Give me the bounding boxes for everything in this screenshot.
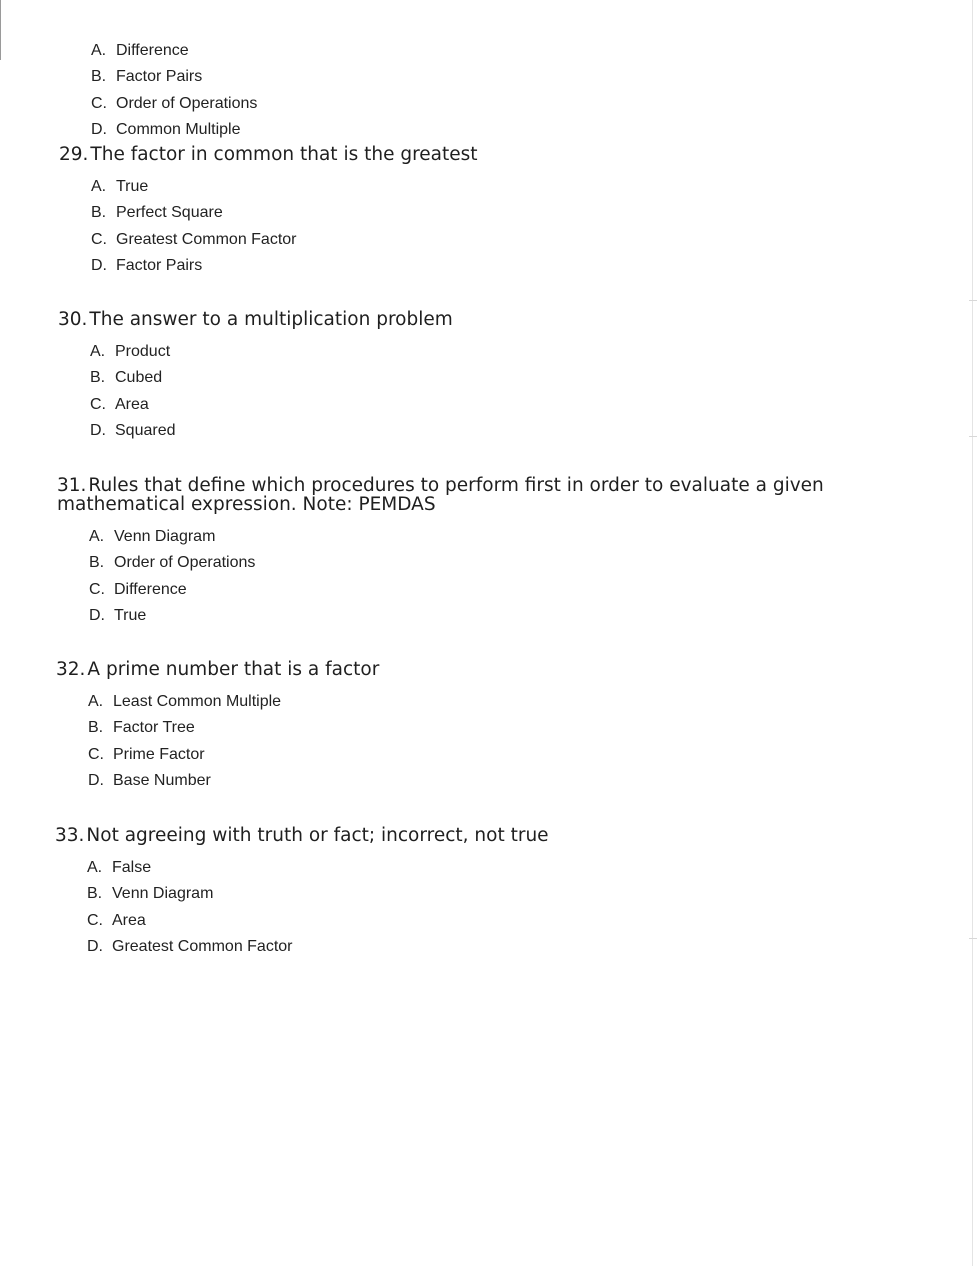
option-letter: B.	[87, 885, 103, 903]
option-b	[91, 64, 257, 90]
option-letter: D.	[88, 772, 104, 790]
option-text: Perfect Square	[116, 204, 223, 222]
option-text: True	[114, 607, 147, 625]
option-c	[89, 577, 877, 603]
option-letter: D.	[91, 257, 107, 275]
option-text: Venn Diagram	[114, 528, 216, 545]
page-edge-right	[972, 0, 973, 1266]
option-text: Order of Operations	[116, 94, 258, 112]
option-letter: B.	[91, 68, 107, 86]
option-letter: D.	[90, 422, 106, 440]
option-a	[91, 174, 879, 200]
option-letter: A.	[88, 693, 104, 710]
option-letter: A.	[91, 178, 107, 195]
option-d	[90, 418, 878, 444]
question-30	[58, 310, 878, 445]
scan-mark	[969, 300, 977, 301]
option-letter: A.	[89, 528, 105, 545]
question-text	[56, 660, 876, 679]
option-c	[91, 227, 879, 253]
option-text: Product	[115, 343, 171, 360]
option-letter: D.	[91, 121, 107, 139]
question-33	[55, 826, 875, 961]
option-d	[89, 603, 877, 629]
option-text: Squared	[115, 422, 176, 440]
option-text: Base Number	[113, 772, 211, 790]
option-b	[91, 200, 879, 226]
question-number: 30.	[58, 309, 88, 330]
question-number: 29.	[59, 144, 89, 165]
option-letter: B.	[89, 554, 105, 572]
option-c	[88, 742, 876, 768]
option-c	[87, 908, 875, 934]
option-letter: B.	[88, 719, 104, 737]
question-number: 32.	[56, 659, 86, 680]
question-number: 33.	[55, 825, 85, 846]
option-d	[91, 117, 257, 143]
question-32	[56, 660, 876, 795]
question-31	[57, 476, 877, 630]
option-text: Difference	[114, 580, 187, 598]
option-text: Area	[112, 911, 146, 929]
question-text	[59, 145, 879, 164]
option-text: Factor Pairs	[116, 257, 203, 275]
option-text: Venn Diagram	[112, 885, 214, 903]
option-text: Greatest Common Factor	[112, 938, 293, 956]
option-d	[87, 934, 875, 960]
option-letter: C.	[88, 745, 104, 763]
previous-question-options	[91, 38, 257, 144]
option-c	[90, 392, 878, 418]
question-prompt: The answer to a multiplication problem	[89, 309, 453, 330]
option-text: Cubed	[115, 369, 163, 387]
option-text: Area	[115, 395, 149, 413]
option-letter: D.	[87, 938, 103, 956]
option-letter: C.	[89, 580, 105, 598]
option-b	[88, 715, 876, 741]
question-text	[57, 476, 877, 514]
option-text: Factor Pairs	[116, 68, 203, 86]
option-a	[91, 38, 257, 64]
option-letter: A.	[90, 343, 106, 360]
option-letter: B.	[91, 204, 107, 222]
option-text: Common Multiple	[116, 121, 241, 139]
option-letter: C.	[90, 395, 106, 413]
option-letter: A.	[87, 859, 103, 876]
option-a	[87, 855, 875, 881]
option-text: Factor Tree	[113, 719, 195, 737]
option-text: Greatest Common Factor	[116, 230, 297, 248]
question-prompt: Not agreeing with truth or fact; incorrect, not true	[86, 825, 549, 846]
option-b	[89, 550, 877, 576]
question-prompt: The factor in common that is the greatest	[90, 144, 478, 165]
option-text: Prime Factor	[113, 745, 205, 763]
option-text: Difference	[116, 42, 189, 59]
scan-mark	[969, 436, 977, 437]
option-a	[89, 524, 877, 550]
option-a	[88, 689, 876, 715]
option-d	[88, 768, 876, 794]
page-edge-left	[0, 0, 1, 60]
question-prompt: Rules that define which procedures to perform first in order to evaluate a given mathematical expression. Note: PEMDAS	[57, 475, 824, 515]
option-c	[91, 91, 257, 117]
option-letter: C.	[87, 911, 103, 929]
question-text	[55, 826, 875, 845]
option-letter: A.	[91, 42, 107, 59]
question-text	[58, 310, 878, 329]
option-b	[87, 881, 875, 907]
option-text: True	[116, 178, 149, 195]
option-letter: B.	[90, 369, 106, 387]
option-text: False	[112, 859, 152, 876]
option-b	[90, 365, 878, 391]
option-text: Least Common Multiple	[113, 693, 282, 710]
option-letter: D.	[89, 607, 105, 625]
option-letter: C.	[91, 94, 107, 112]
option-d	[91, 253, 879, 279]
question-number: 31.	[57, 475, 87, 496]
option-letter: C.	[91, 230, 107, 248]
option-a	[90, 339, 878, 365]
scan-mark	[969, 938, 977, 939]
question-prompt: A prime number that is a factor	[87, 659, 380, 680]
option-text: Order of Operations	[114, 554, 256, 572]
question-29	[59, 145, 879, 280]
